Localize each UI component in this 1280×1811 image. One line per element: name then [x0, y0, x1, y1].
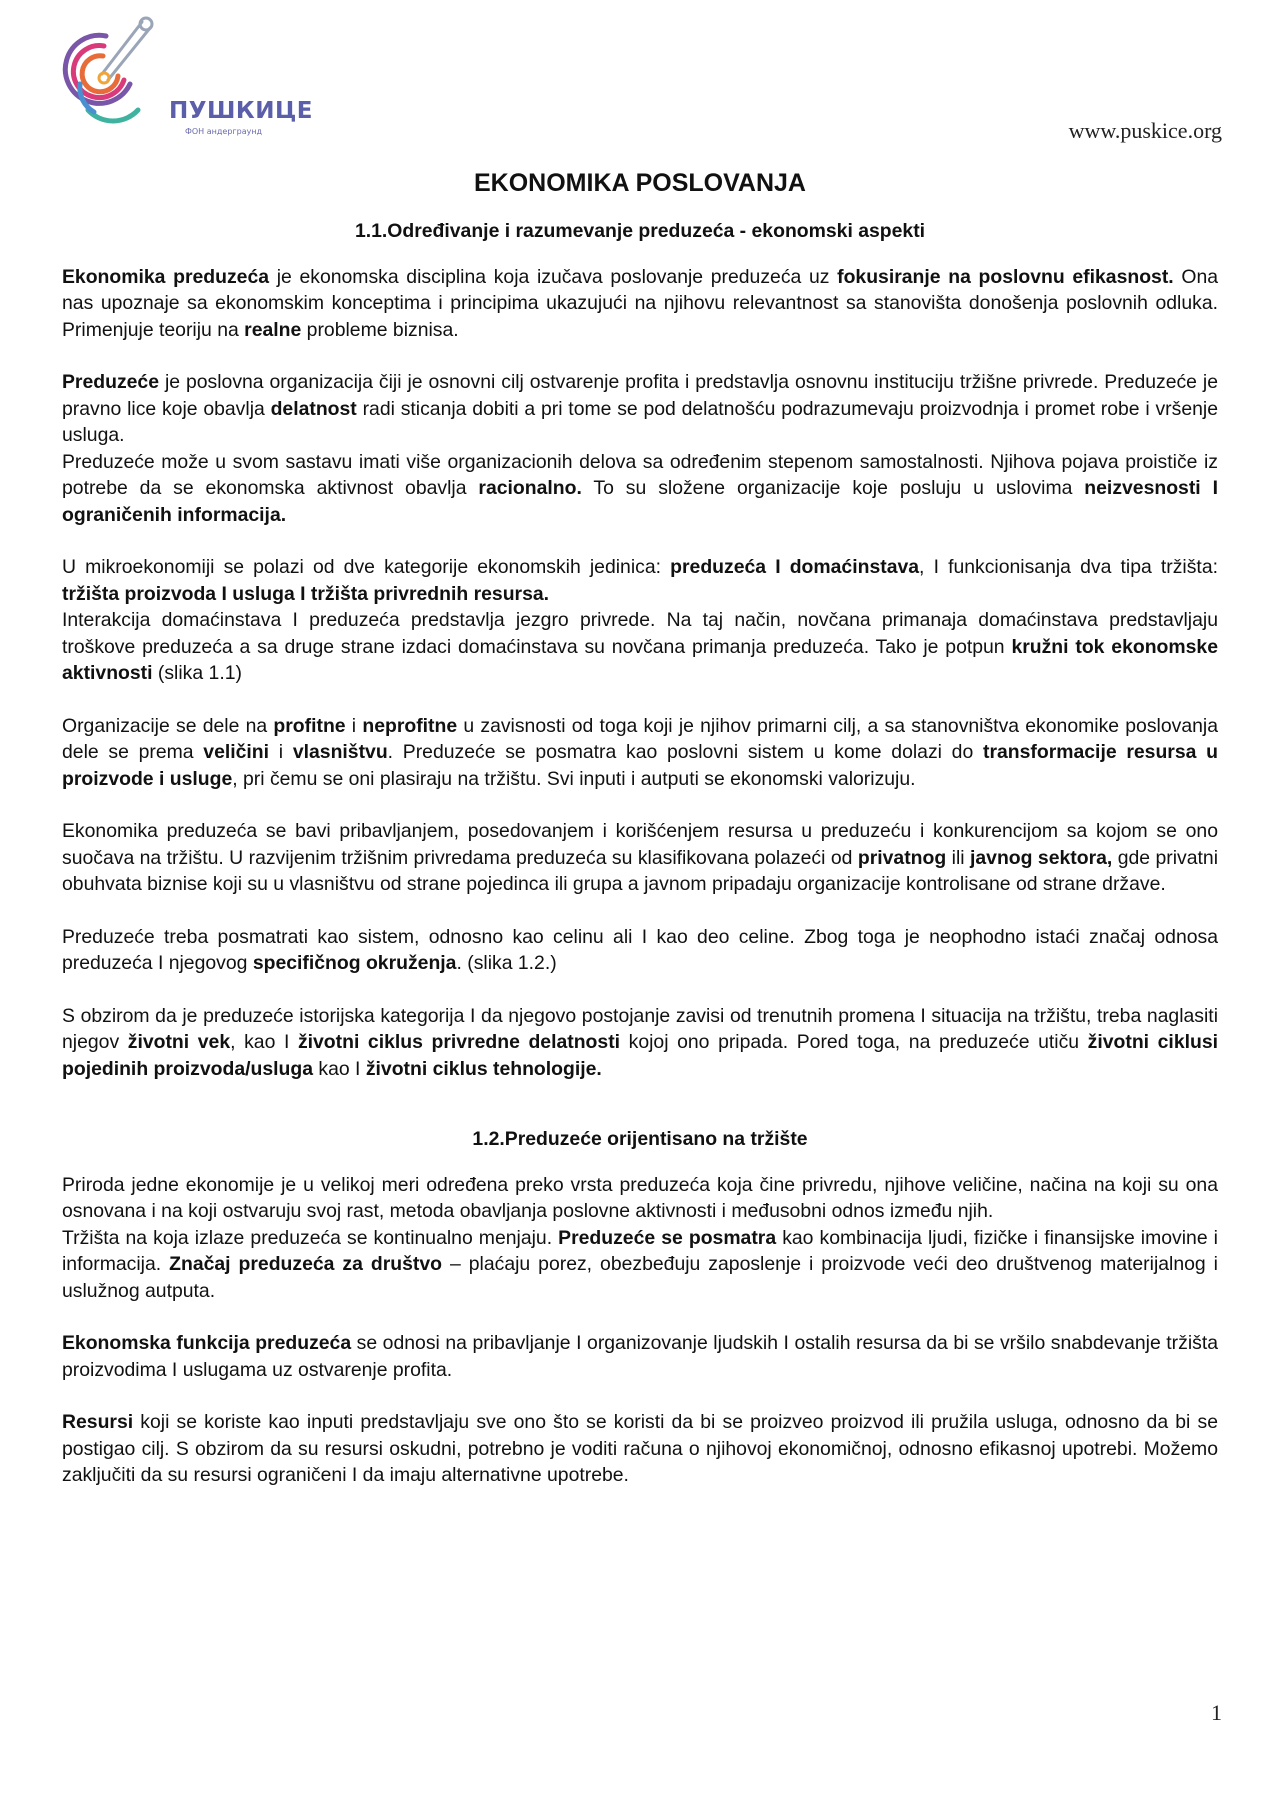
- document-sections: [62, 218, 1218, 1489]
- bold-term: Preduzeće: [62, 371, 160, 393]
- text-run: Tržišta na koja izlaze preduzeća se kontinualno menjaju.: [62, 1226, 559, 1249]
- paragraph: [62, 1330, 1218, 1383]
- paragraph: [62, 1172, 1218, 1225]
- document-body: [62, 168, 1218, 1515]
- page-number: 1: [1211, 1700, 1222, 1725]
- paragraph: [62, 713, 1218, 793]
- text-run: Ona nas upoznaje sa ekonomskim konceptima i principima ukazujući na njihovu relevantnost sa stanovišta donošenja poslovnih odluka. Primenjuje teoriju na: [62, 265, 1219, 341]
- text-run: S obzirom da je preduzeće istorijska kategorija I da njegovo postojanje zavisi od trenutnih promena I situacija na tržištu, treba naglasiti njegov: [62, 1004, 1218, 1053]
- bold-term: vlasništvu: [292, 741, 388, 763]
- text-run: radi sticanja dobiti a pri tome se pod delatnošću podrazumevaju proizvodnja i promet robe i vršenje usluga.: [62, 397, 1218, 446]
- paragraph: [62, 1409, 1218, 1489]
- bold-term: veličini: [203, 741, 270, 763]
- bold-term: delatnost: [270, 397, 357, 420]
- text-run: . Preduzeće se posmatra kao poslovni sistem u kome dolazi do: [387, 741, 983, 763]
- website-url: www.puskice.org: [1068, 118, 1222, 143]
- text-run: U mikroekonomiji se polazi od dve kategorije ekonomskih jedinica:: [62, 556, 671, 578]
- paragraph: [62, 818, 1218, 898]
- logo-subtitle: ФОН андерграунд: [185, 127, 263, 136]
- bold-term: životni ciklus tehnologije.: [365, 1057, 602, 1080]
- bold-term: tržišta proizvoda I usluga I tržišta privrednih resursa.: [62, 582, 550, 605]
- bold-term: neprofitne: [362, 714, 458, 737]
- safety-pin-rings-icon: [58, 14, 158, 142]
- text-run: . (slika 1.2.): [456, 952, 557, 974]
- text-run: , I funkcionisanja dva tipa tržišta:: [919, 556, 1218, 578]
- bold-term: javnog sektora,: [970, 846, 1113, 869]
- bold-term: specifičnog okruženja: [252, 952, 457, 974]
- text-run: Interakcija domaćinstava I preduzeća predstavlja jezgro privrede. Na taj način, novčana primanaja domaćinstava predstavljaju troškove preduzeća a sa druge strane izdaci domaćinstava su novčana primanja preduzeća. Tako je potpun: [62, 609, 1218, 658]
- paragraph: [62, 607, 1218, 687]
- text-run: probleme biznisa.: [301, 318, 459, 341]
- text-run: , kao I: [230, 1031, 298, 1053]
- text-run: u zavisnosti od toga koji je njihov primarni cilj, a sa stanovništva ekonomike poslovanja dele se prema: [62, 714, 1218, 763]
- puskice-logo: [58, 14, 313, 144]
- paragraph: [62, 264, 1218, 344]
- text-run: Organizacije se dele na: [62, 714, 274, 737]
- bold-term: životni ciklusi pojedinih proizvoda/usluga: [62, 1031, 1219, 1080]
- bold-term: Ekonomika preduzeća: [62, 265, 270, 288]
- paragraph: [62, 554, 1218, 607]
- bold-term: preduzeća I domaćinstava: [670, 556, 920, 578]
- text-run: Preduzeće može u svom sastavu imati više organizacionih delova sa određenim stepenom samostalnosti. Njihova pojava proističe iz potrebe da se ekonomska aktivnost obavlja: [62, 450, 1218, 499]
- bold-term: životni vek: [127, 1031, 231, 1053]
- bold-term: racionalno.: [478, 477, 582, 499]
- bold-term: neizvesnosti I ograničenih informacija.: [62, 477, 1218, 526]
- text-run: ili: [946, 846, 970, 869]
- text-run: se odnosi na pribavljanje I organizovanje ljudskih I ostalih resursa da bi se vršilo snabdevanje tržišta proizvodima I uslugama uz ostvarenje profita.: [62, 1332, 1219, 1381]
- paragraph: [62, 924, 1218, 977]
- text-run: kao I: [313, 1057, 366, 1080]
- bold-term: Značaj preduzeća za društvo: [169, 1253, 442, 1275]
- bold-term: kružni tok ekonomske aktivnosti: [62, 635, 1218, 684]
- text-run: koji se koriste kao inputi predstavljaju sve ono što se koristi da bi se proizveo proizvod ili pružila usluga, odnosno da bi se postigao cilj. S obzirom da su resursi oskudni, potrebno je voditi računa o njihovoj ekonomičnoj, odnosno efikasnoj upotrebi. Možemo zaključiti da su resursi ograničeni I da imaju alternativne upotrebe.: [62, 1411, 1218, 1486]
- section-heading: 1.2.Preduzeće orijentisano na tržište: [472, 1128, 808, 1150]
- bold-term: fokusiranje na poslovnu efikasnost.: [837, 265, 1174, 288]
- bold-term: realne: [244, 318, 302, 341]
- text-run: je poslovna organizacija čiji je osnovni cilj ostvarenje profita i predstavlja osnovnu instituciju tržišne privrede. Preduzeće je pravno lice koje obavlja: [62, 371, 1218, 420]
- text-run: kojoj ono pripada. Pored toga, na preduzeće utiču: [620, 1031, 1088, 1053]
- bold-term: privatnog: [857, 846, 947, 869]
- text-run: , pri čemu se oni plasiraju na tržištu. Svi inputi i autputi se ekonomski valorizuju.: [232, 767, 916, 790]
- text-run: Preduzeće treba posmatrati kao sistem, odnosno kao celinu ali I kao deo celine. Zbog toga je neophodno istaći značaj odnosa preduzeća I njegovog: [62, 925, 1218, 974]
- bold-term: profitne: [273, 714, 346, 737]
- text-run: – plaćaju porez, obezbeđuju zaposlenje i proizvode veći deo društvenog materijalnog i uslužnog autputa.: [62, 1253, 1218, 1302]
- paragraph: [62, 369, 1218, 449]
- document-title: EKONOMIKA POSLOVANJA: [474, 169, 806, 197]
- bold-term: životni ciklus privredne delatnosti: [297, 1031, 621, 1053]
- section-heading: 1.1.Određivanje i razumevanje preduzeća - ekonomski aspekti: [354, 220, 926, 242]
- text-run: (slika 1.1): [152, 662, 242, 684]
- text-run: i: [345, 714, 363, 737]
- bold-term: transformacije resursa u proizvode i usluge: [62, 741, 1218, 790]
- logo-name: ПУШКИЦЕ: [169, 98, 313, 124]
- text-run: Priroda jedne ekonomije je u velikoj meri određena preko vrsta preduzeća koja čine privredu, njihove veličine, načina na koji su ona osnovana i na koji ostvaruju svoj rast, metoda obavljanja poslovne aktivnosti i međusobni odnos između njih.: [62, 1173, 1218, 1222]
- bold-term: Resursi: [62, 1411, 134, 1433]
- text-run: i: [269, 741, 293, 763]
- text-run: Ekonomika preduzeća se bavi pribavljanjem, posedovanjem i korišćenjem resursa u preduzeću i konkurencijom sa kojom se ono suočava na tržištu. U razvijenim tržišnim privredama preduzeća su klasifikovana polazeći od: [62, 820, 1218, 869]
- paragraph: [62, 1225, 1218, 1305]
- bold-term: Ekonomska funkcija preduzeća: [62, 1332, 352, 1354]
- text-run: gde privatni obuhvata biznise koji su u vlasništvu od strane pojedinca ili grupa a javnom pripadaju organizacije kontrolisane od strane države.: [62, 846, 1219, 895]
- text-run: kao kombinacija ljudi, fizičke i finansijske imovine i informacija.: [62, 1226, 1218, 1275]
- paragraph: [62, 1003, 1218, 1083]
- paragraph: [62, 449, 1218, 529]
- text-run: To su složene organizacije koje posluju u uslovima: [581, 477, 1085, 499]
- bold-term: Preduzeće se posmatra: [558, 1226, 777, 1249]
- text-run: je ekonomska disciplina koja izučava poslovanje preduzeća uz: [269, 265, 838, 288]
